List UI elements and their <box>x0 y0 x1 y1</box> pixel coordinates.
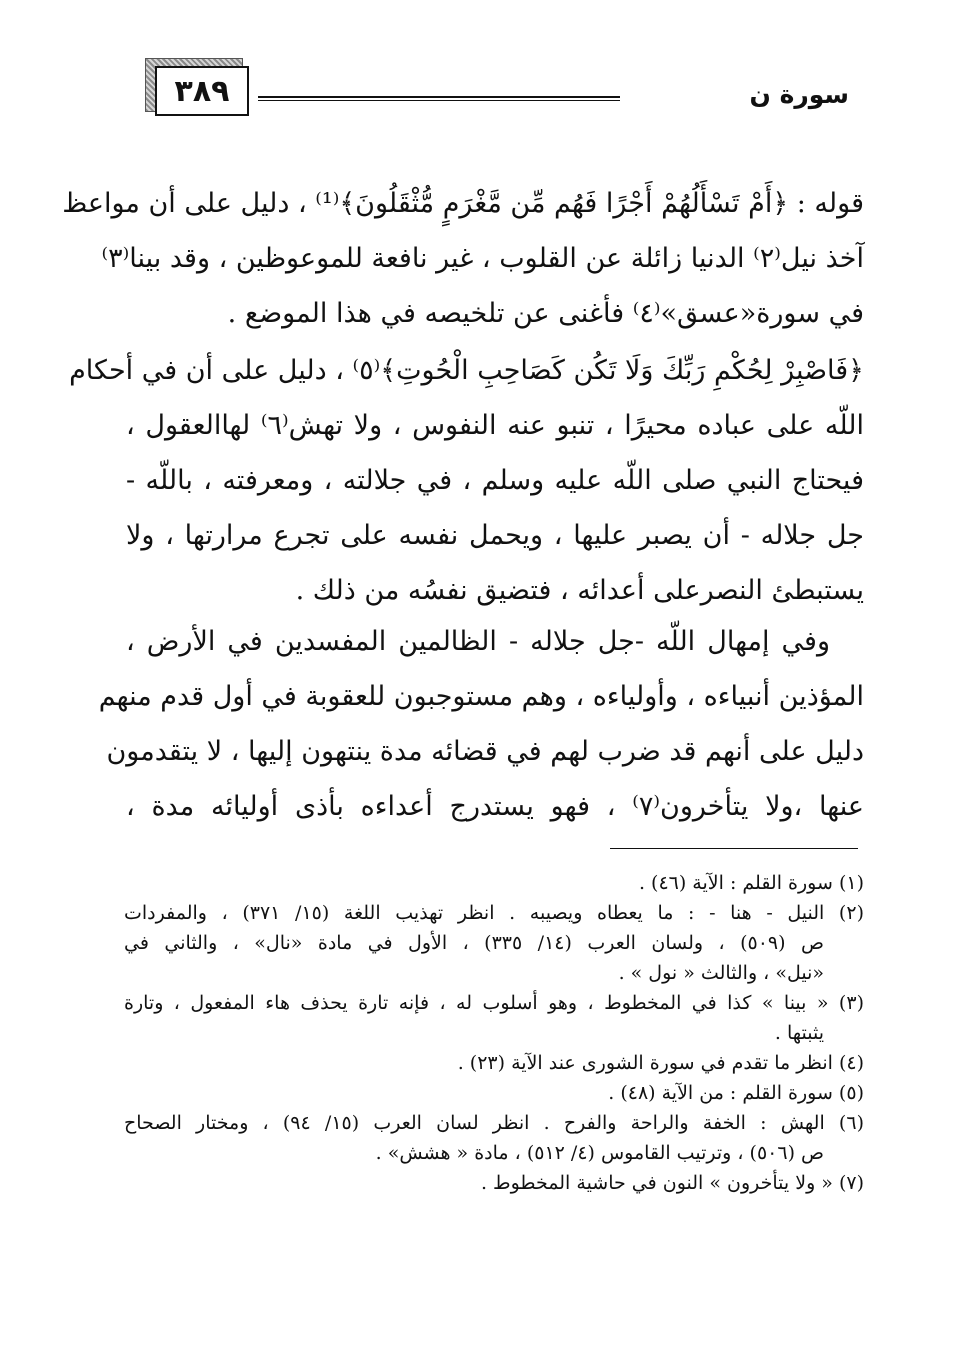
header-rule <box>258 96 620 101</box>
body-line: فيحتاج النبي صلى اللّه عليه وسلم ، في جلالته ، ومعرفته ، باللّه - <box>126 465 864 496</box>
page-number: ٣٨٩ <box>155 66 249 116</box>
footnote-2-cont: «نيل» ، والثالث « نول » . <box>618 962 824 984</box>
body-line: دليل على أنهم قد ضرب لهم في قضائه مدة ينتهون إليها ، لا يتقدمون <box>106 736 864 767</box>
body-line: عنها ،ولا يتأخرون⁽٧⁾ ، فهو يستدرج أعداءه بأذى أوليائه مدة ، <box>126 791 864 822</box>
footnote-7: (٧) « ولا يتأخرون » النون في حاشية المخطوط . <box>480 1172 864 1194</box>
footnote-separator <box>610 848 858 849</box>
body-line: قوله : ﴿أَمْ تَسْأَلُهُمْ أَجْرًا فَهُم مِّن مَّغْرَمٍ مُّثْقَلُونَ﴾⁽¹⁾ ، دليل على أن مواعظ <box>62 188 864 219</box>
footnote-5: (٥) سورة القلم : من الآية (٤٨) . <box>608 1082 864 1104</box>
footnote-3-cont: يثبتها . <box>774 1022 824 1044</box>
body-line: جل جلاله - أن يصبر عليها ، ويحمل نفسه على تجرع مرارتها ، ولا <box>126 520 864 551</box>
footnote-6-cont: ص (٥٠٦) ، وترتيب القاموس (٤/ ٥١٢) ، مادة « هشش» . <box>375 1142 824 1164</box>
body-line: وفي إمهال اللّه -جل جلاله - الظالمين المفسدين في الأرض ، <box>126 626 830 657</box>
paragraph-3 <box>98 614 864 834</box>
footnote-4: (٤) انظر ما تقدم في سورة الشورى عند الآية (٢٣) . <box>457 1052 864 1074</box>
body-line: في سورة«عسق»⁽٤⁾ فأغنى عن تلخيصه في هذا الموضع . <box>227 298 864 329</box>
paragraph-2 <box>69 343 864 618</box>
paragraph-1 <box>62 176 864 341</box>
body-line: اللّه على عباده محيرًا ، تنبو عنه النفوس ، ولا تهش⁽٦⁾ لهاالعقول ، <box>126 410 864 441</box>
footnote-2-cont: ص (٥٠٩) ، ولسان العرب (١٤/ ٣٣٥) ، الأول في مادة «نال» ، والثاني في <box>124 932 824 954</box>
footnote-1: (١) سورة القلم : الآية (٤٦) . <box>638 872 864 894</box>
footnote-2: (٢) النيل - هنا - : ما يعطاه ويصيبه . انظر تهذيب اللغة (١٥/ ٣٧١) ، والمفردات <box>124 902 864 924</box>
footnotes <box>124 868 864 1198</box>
body-line: المؤذين أنبياءه ، وأولياءه ، وهم مستوجبون للعقوبة في أول قدم منهم <box>98 681 864 712</box>
footnote-3: (٣) « بينا » كذا في المخطوط ، وهو أسلوب له ، فإنه تارة يحذف هاء المفعول ، وتارة <box>124 992 864 1014</box>
footnote-6: (٦) الهش : الخفة والراحة والفرح . انظر لسان العرب (١٥/ ٩٤) ، ومختار الصحاح <box>124 1112 864 1134</box>
page-number-box <box>145 58 253 120</box>
body-line: آخذ نيل⁽٢⁾ الدنيا زائلة عن القلوب ، غير نافعة للموعوظين ، وقد بينا⁽٣⁾ <box>101 243 864 274</box>
body-line: ﴿فَاصْبِرْ لِحُكْمِ رَبِّكَ وَلَا تَكُن كَصَاحِبِ الْحُوتِ﴾⁽٥⁾ ، دليل على أن في أحكام <box>69 355 864 386</box>
body-line: يستبطئ النصرعلى أعدائه ، فتضيق نفسُه من ذلك . <box>295 575 864 606</box>
surah-title: سورة ن <box>749 80 849 109</box>
